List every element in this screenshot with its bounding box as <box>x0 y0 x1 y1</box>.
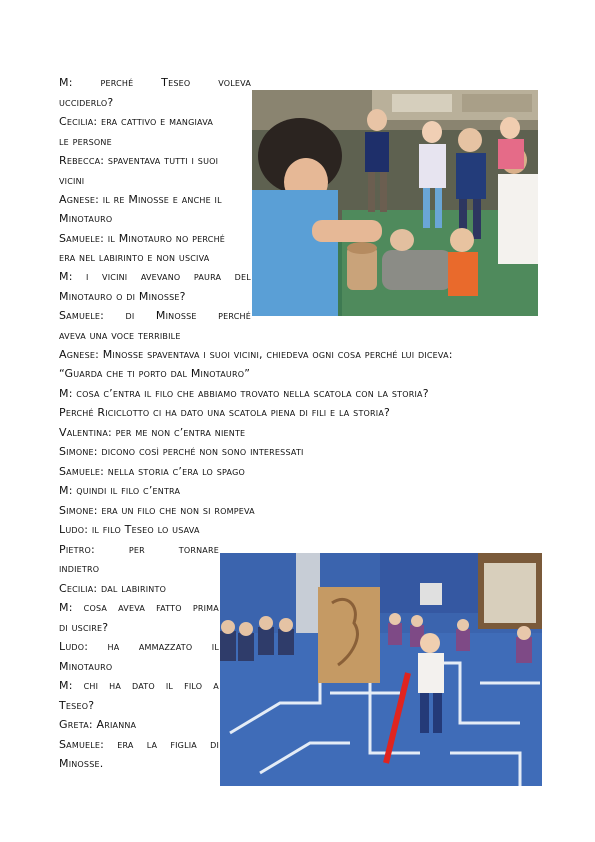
dialogue-line-6: Agnese: il re Minosse e anche il <box>59 193 222 206</box>
word: di <box>210 738 219 751</box>
dialogue-line-1: ucciderlo? <box>59 96 114 109</box>
word: perché <box>100 76 134 89</box>
dialogue-line-10 <box>59 270 251 283</box>
dialogue-line-34 <box>59 738 219 751</box>
word: Teseo <box>161 76 191 89</box>
word: ammazzato <box>138 640 193 653</box>
dialogue-line-16: M: cosa c’entra il filo che abbiamo trovato nella scatola con la storia? <box>59 387 429 400</box>
word: Ludo: <box>59 640 89 653</box>
dialogue-line-25: indietro <box>59 562 100 575</box>
dialogue-line-30: Minotauro <box>59 660 113 673</box>
dialogue-line-20: Samuele: nella storia c’era lo spago <box>59 465 245 478</box>
dialogue-line-19: Simone: dicono così perché non sono interessati <box>59 445 304 458</box>
word: chi <box>83 679 99 692</box>
word: ha <box>109 679 122 692</box>
word: Minosse <box>155 309 197 322</box>
classroom-photo-thread <box>252 90 538 316</box>
dialogue-line-5: vicini <box>59 174 85 187</box>
dialogue-line-3: le persone <box>59 135 112 148</box>
word: figlia <box>170 738 197 751</box>
dialogue-line-24 <box>59 543 219 556</box>
dialogue-line-14: Agnese: Minosse spaventava i suoi vicini, chiedeva ogni cosa perché lui diceva: <box>59 348 453 361</box>
dialogue-line-11: Minotauro o di Minosse? <box>59 290 186 303</box>
word: fatto <box>156 601 182 614</box>
dialogue-line-2: Cecilia: era cattivo e mangiava <box>59 115 214 128</box>
word: era <box>117 738 134 751</box>
dialogue-line-35: Minosse. <box>59 757 104 770</box>
word: del <box>234 270 251 283</box>
word: M: <box>59 76 73 89</box>
word: vicini <box>102 270 128 283</box>
dialogue-line-9: era nel labirinto e non usciva <box>59 251 210 264</box>
word: ha <box>107 640 120 653</box>
dialogue-line-0 <box>59 76 251 89</box>
dialogue-line-21: M: quindi il filo c’entra <box>59 484 181 497</box>
word: Samuele: <box>59 738 105 751</box>
dialogue-line-13: aveva una voce terribile <box>59 329 181 342</box>
gym-photo-labyrinth-illustration <box>220 553 542 786</box>
word: prima <box>192 601 219 614</box>
word: cosa <box>83 601 108 614</box>
dialogue-line-23: Ludo: il filo Teseo lo usava <box>59 523 200 536</box>
word: avevano <box>140 270 181 283</box>
word: filo <box>184 679 203 692</box>
dialogue-line-32: Teseo? <box>59 699 95 712</box>
word: per <box>128 543 145 556</box>
word: voleva <box>218 76 251 89</box>
dialogue-line-8: Samuele: il Minotauro no perché <box>59 232 226 245</box>
dialogue-line-28: di uscire? <box>59 621 109 634</box>
word: M: <box>59 679 73 692</box>
word: il <box>165 679 174 692</box>
dialogue-line-33: Greta: Arianna <box>59 718 137 731</box>
word: tornare <box>178 543 219 556</box>
dialogue-line-4: Rebecca: spaventava tutti i suoi <box>59 154 219 167</box>
word: paura <box>193 270 222 283</box>
word: la <box>146 738 158 751</box>
word: perché <box>218 309 251 322</box>
word: dato <box>132 679 155 692</box>
word: M: <box>59 270 73 283</box>
dialogue-line-27 <box>59 601 219 614</box>
word: aveva <box>118 601 146 614</box>
dialogue-line-12 <box>59 309 251 322</box>
dialogue-line-18: Valentina: per me non c’entra niente <box>59 426 246 439</box>
word: il <box>211 640 219 653</box>
classroom-photo-thread-illustration <box>252 90 538 316</box>
gym-photo-labyrinth <box>220 553 542 786</box>
dialogue-line-7: Minotauro <box>59 212 113 225</box>
word: Pietro: <box>59 543 95 556</box>
word: M: <box>59 601 73 614</box>
word: Samuele: <box>59 309 105 322</box>
word: i <box>86 270 89 283</box>
dialogue-line-26: Cecilia: dal labirinto <box>59 582 167 595</box>
dialogue-line-29 <box>59 640 219 653</box>
word: a <box>213 679 219 692</box>
dialogue-line-15: “Guarda che ti porto dal Minotauro” <box>59 367 251 380</box>
word: di <box>125 309 135 322</box>
dialogue-line-31 <box>59 679 219 692</box>
dialogue-line-22: Simone: era un filo che non si rompeva <box>59 504 255 517</box>
dialogue-line-17: Perché Riciclotto ci ha dato una scatola piena di fili e la storia? <box>59 406 391 419</box>
